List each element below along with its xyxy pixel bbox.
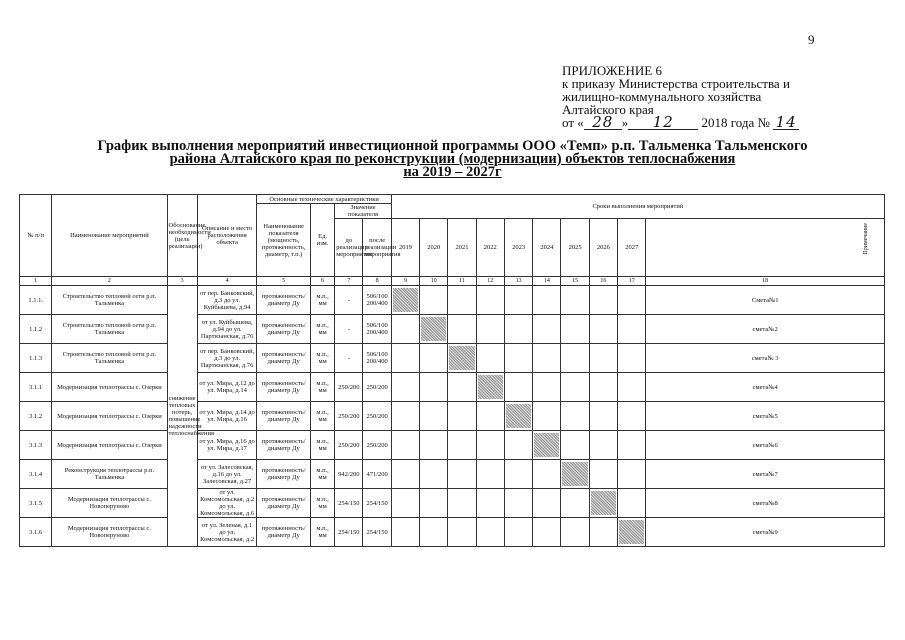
row-number: 3.1.3 [20, 431, 52, 460]
year-cell-2025 [561, 315, 589, 344]
year-cell-2024 [533, 286, 561, 315]
row-location: от ул. Комсомольская, д.2 до ул. Комсомольская, д.6 [197, 489, 257, 518]
column-number: 2 [52, 277, 167, 286]
appendix-line-2: к приказу Министерства строительства и [562, 76, 790, 91]
column-number: 4 [197, 277, 257, 286]
year-cell-2027 [618, 315, 646, 344]
date-prefix: от « [562, 115, 584, 130]
header-terms-group: Сроки выполнения мероприятий [391, 195, 884, 219]
year-cell-2022 [476, 286, 504, 315]
order-number: 14 [773, 116, 799, 130]
row-justification: снижение тепловых потерь, повышение надежности теплоснабжения [167, 286, 197, 547]
row-indicator: протяженность/ диаметр Ду [257, 518, 311, 547]
row-number: 1.1.1. [20, 286, 52, 315]
row-name: Модернизация теплотрассы с. Новоперуново [52, 489, 167, 518]
row-after: 250/200 [363, 373, 391, 402]
document-title [0, 140, 905, 179]
year-cell-2025 [561, 344, 589, 373]
column-number: 6 [310, 277, 334, 286]
year-cell-2020 [420, 431, 448, 460]
schedule-mark [449, 346, 474, 370]
header-year-2022: 2022 [476, 219, 504, 277]
year-cell-2024 [533, 431, 561, 460]
row-indicator: протяженность/ диаметр Ду [257, 344, 311, 373]
year-cell-2022 [476, 431, 504, 460]
header-unit: Ед. изм. [310, 204, 334, 277]
year-cell-2020 [420, 518, 448, 547]
year-cell-2021 [448, 460, 476, 489]
row-before: - [335, 315, 363, 344]
row-location: от ул. Мира, д.12 до ул. Мира, д.14 [197, 373, 257, 402]
column-number: 16 [589, 277, 617, 286]
schedule-mark [506, 404, 531, 428]
row-name: Модернизация теплотрассы с. Озерки [52, 402, 167, 431]
row-name: Модернизация теплотрассы с. Новоперуново [52, 518, 167, 547]
row-location: от ул. Куйбышева, д.94 до ул. Партизанская, д.76 [197, 315, 257, 344]
year-cell-2027 [618, 431, 646, 460]
year-cell-2021 [448, 431, 476, 460]
year-cell-2019 [391, 315, 419, 344]
header-note [646, 219, 885, 277]
year-cell-2019 [391, 460, 419, 489]
year-cell-2021 [448, 315, 476, 344]
column-number: 1 [20, 277, 52, 286]
year-cell-2020 [420, 315, 448, 344]
row-before: 250/200 [335, 373, 363, 402]
header-year-2024: 2024 [533, 219, 561, 277]
year-cell-2025 [561, 489, 589, 518]
year-cell-2021 [448, 373, 476, 402]
row-location: от ул. Мира, д.14 до ул. Мира, д.16 [197, 402, 257, 431]
date-quote: » [621, 115, 629, 130]
row-unit: м.п., мм [310, 489, 334, 518]
row-after: 250/200 [363, 431, 391, 460]
row-indicator: протяженность/ диаметр Ду [257, 286, 311, 315]
row-note: смета№8 [646, 489, 885, 518]
row-location: от пер. Банковский, д.3 до ул. Куйбышева, д.94 [197, 286, 257, 315]
row-indicator: протяженность/ диаметр Ду [257, 431, 311, 460]
year-cell-2024 [533, 489, 561, 518]
table-row [20, 402, 885, 431]
row-location: от ул. Залесовская, д.16 до ул. Залесовская, д.27 [197, 460, 257, 489]
table-row [20, 460, 885, 489]
row-indicator: протяженность/ диаметр Ду [257, 373, 311, 402]
row-before: 254/150 [335, 489, 363, 518]
column-number: 10 [420, 277, 448, 286]
year-cell-2027 [618, 344, 646, 373]
row-note: смета№6 [646, 431, 885, 460]
year-cell-2019 [391, 518, 419, 547]
row-unit: м.п., мм [310, 344, 334, 373]
date-year: 2018 года № [701, 115, 770, 130]
year-cell-2023 [504, 518, 532, 547]
year-cell-2023 [504, 460, 532, 489]
table-row [20, 344, 885, 373]
row-after: 250/200 [363, 402, 391, 431]
year-cell-2026 [589, 518, 617, 547]
year-cell-2024 [533, 460, 561, 489]
schedule-table [19, 194, 885, 547]
row-unit: м.п., мм [310, 373, 334, 402]
year-cell-2023 [504, 315, 532, 344]
column-number: 8 [363, 277, 391, 286]
appendix-line-4: Алтайского края [562, 102, 654, 117]
row-number: 3.1.2 [20, 402, 52, 431]
year-cell-2026 [589, 489, 617, 518]
year-cell-2020 [420, 460, 448, 489]
row-name: Модернизация теплотрассы с. Озерки [52, 373, 167, 402]
row-unit: м.п., мм [310, 402, 334, 431]
year-cell-2025 [561, 431, 589, 460]
column-number: 18 [646, 277, 885, 286]
column-number: 13 [504, 277, 532, 286]
header-location: Описание и место расположения объекта [197, 195, 257, 277]
row-number: 1.1.2 [20, 315, 52, 344]
year-cell-2026 [589, 402, 617, 431]
appendix-block [562, 64, 799, 130]
title-line-1: График выполнения мероприятий инвестиционной программы ООО «Темп» р.п. Тальменка Тальменского [97, 138, 808, 154]
year-cell-2024 [533, 315, 561, 344]
year-cell-2026 [589, 460, 617, 489]
year-cell-2026 [589, 286, 617, 315]
column-number: 14 [533, 277, 561, 286]
year-cell-2023 [504, 489, 532, 518]
year-cell-2023 [504, 402, 532, 431]
column-number: 15 [561, 277, 589, 286]
row-unit: м.п., мм [310, 286, 334, 315]
header-year-2026: 2026 [589, 219, 617, 277]
row-location: от ул. Зеленая, д.1 до ул. Комсомольская, д.2 [197, 518, 257, 547]
header-year-2021: 2021 [448, 219, 476, 277]
row-unit: м.п., мм [310, 460, 334, 489]
column-number: 17 [618, 277, 646, 286]
table-row [20, 431, 885, 460]
row-number: 3.1.6 [20, 518, 52, 547]
year-cell-2027 [618, 460, 646, 489]
title-line-3: на 2019 – 2027г [403, 164, 502, 180]
year-cell-2022 [476, 518, 504, 547]
row-note: смета№5 [646, 402, 885, 431]
column-number: 3 [167, 277, 197, 286]
row-note: смета№ 3 [646, 344, 885, 373]
year-cell-2025 [561, 373, 589, 402]
year-cell-2023 [504, 431, 532, 460]
header-value-group: Значение показателя [335, 204, 392, 219]
year-cell-2022 [476, 489, 504, 518]
header-justification: Обоснование необходимости (цель реализации) [167, 195, 197, 277]
year-cell-2025 [561, 286, 589, 315]
header-num: № п/п [20, 195, 52, 277]
year-cell-2026 [589, 431, 617, 460]
row-after: 506/100 200/400 [363, 315, 391, 344]
year-cell-2022 [476, 460, 504, 489]
row-before: 250/200 [335, 431, 363, 460]
row-number: 3.1.4 [20, 460, 52, 489]
schedule-mark [393, 288, 418, 312]
row-note: Смета№1 [646, 286, 885, 315]
header-note-label: Примечание [863, 223, 869, 255]
year-cell-2023 [504, 286, 532, 315]
year-cell-2021 [448, 489, 476, 518]
row-before: 942/200 [335, 460, 363, 489]
appendix-date-line [562, 113, 799, 131]
year-cell-2026 [589, 344, 617, 373]
row-number: 3.1.5 [20, 489, 52, 518]
year-cell-2024 [533, 344, 561, 373]
page-number: 9 [808, 32, 815, 47]
row-note: смета№7 [646, 460, 885, 489]
row-before: - [335, 286, 363, 315]
year-cell-2025 [561, 402, 589, 431]
date-month: 12 [628, 116, 698, 130]
year-cell-2024 [533, 373, 561, 402]
year-cell-2019 [391, 373, 419, 402]
row-name: Строительство тепловой сети р.п. Тальменка [52, 344, 167, 373]
row-indicator: протяженность/ диаметр Ду [257, 489, 311, 518]
header-tech-group: Основные технические характеристики [257, 195, 391, 204]
header-year-2019: 2019 [391, 219, 419, 277]
row-number: 1.1.3 [20, 344, 52, 373]
row-note: смета№4 [646, 373, 885, 402]
schedule-mark [478, 375, 503, 399]
header-indicator: Наименование показателя (мощность, протяженность, диаметр, т.п.) [257, 204, 311, 277]
row-location: от пер. Банковский, д.3 до ул. Партизанская, д.76 [197, 344, 257, 373]
row-after: 506/100 200/400 [363, 344, 391, 373]
row-indicator: протяженность/ диаметр Ду [257, 315, 311, 344]
row-name: Реконструкция теплотрассы р.п. Тальменка [52, 460, 167, 489]
row-note: смета№9 [646, 518, 885, 547]
column-number: 7 [335, 277, 363, 286]
year-cell-2019 [391, 402, 419, 431]
column-number: 11 [448, 277, 476, 286]
header-year-2025: 2025 [561, 219, 589, 277]
year-cell-2023 [504, 373, 532, 402]
row-note: смета№2 [646, 315, 885, 344]
year-cell-2027 [618, 402, 646, 431]
year-cell-2022 [476, 315, 504, 344]
year-cell-2020 [420, 402, 448, 431]
row-name: Строительство тепловой сети р.п. Тальменка [52, 315, 167, 344]
year-cell-2022 [476, 402, 504, 431]
row-after: 254/150 [363, 489, 391, 518]
table-row [20, 518, 885, 547]
row-unit: м.п., мм [310, 518, 334, 547]
column-number: 12 [476, 277, 504, 286]
header-name: Наименование мероприятий [52, 195, 167, 277]
column-number: 5 [257, 277, 311, 286]
column-number: 9 [391, 277, 419, 286]
year-cell-2020 [420, 373, 448, 402]
year-cell-2026 [589, 315, 617, 344]
year-cell-2022 [476, 373, 504, 402]
year-cell-2025 [561, 460, 589, 489]
year-cell-2021 [448, 518, 476, 547]
year-cell-2025 [561, 518, 589, 547]
date-day: 28 [584, 116, 622, 130]
year-cell-2027 [618, 489, 646, 518]
row-number: 3.1.1 [20, 373, 52, 402]
year-cell-2027 [618, 286, 646, 315]
year-cell-2019 [391, 286, 419, 315]
table-row [20, 286, 885, 315]
year-cell-2020 [420, 489, 448, 518]
header-year-2023: 2023 [504, 219, 532, 277]
year-cell-2020 [420, 344, 448, 373]
row-before: - [335, 344, 363, 373]
header-before: до реализации мероприятия [335, 219, 363, 277]
row-before: 250/200 [335, 402, 363, 431]
year-cell-2021 [448, 344, 476, 373]
year-cell-2019 [391, 344, 419, 373]
year-cell-2021 [448, 286, 476, 315]
year-cell-2019 [391, 431, 419, 460]
schedule-mark [591, 491, 616, 515]
row-after: 471/200 [363, 460, 391, 489]
schedule-mark [619, 520, 644, 544]
appendix-title: ПРИЛОЖЕНИЕ 6 [562, 63, 662, 78]
year-cell-2027 [618, 373, 646, 402]
year-cell-2023 [504, 344, 532, 373]
row-location: от ул. Мира, д.16 до ул. Мира, д.17 [197, 431, 257, 460]
header-year-2027: 2027 [618, 219, 646, 277]
year-cell-2021 [448, 402, 476, 431]
header-after: после реализации мероприятия [363, 219, 391, 277]
header-year-2020: 2020 [420, 219, 448, 277]
year-cell-2022 [476, 344, 504, 373]
year-cell-2019 [391, 489, 419, 518]
row-after: 254/150 [363, 518, 391, 547]
year-cell-2026 [589, 373, 617, 402]
year-cell-2020 [420, 286, 448, 315]
row-indicator: протяженность/ диаметр Ду [257, 402, 311, 431]
row-unit: м.п., мм [310, 315, 334, 344]
row-unit: м.п., мм [310, 431, 334, 460]
row-before: 254/150 [335, 518, 363, 547]
row-indicator: протяженность/ диаметр Ду [257, 460, 311, 489]
appendix-line-3: жилищно-коммунального хозяйства [562, 89, 762, 104]
schedule-mark [421, 317, 446, 341]
table-row [20, 373, 885, 402]
table-row [20, 315, 885, 344]
row-name: Модернизация теплотрассы с. Озерки [52, 431, 167, 460]
row-name: Строительство тепловой сети р.п. Тальменка [52, 286, 167, 315]
schedule-mark [562, 462, 587, 486]
row-after: 506/100 200/400 [363, 286, 391, 315]
title-line-2: района Алтайского края по реконструкции (модернизации) объектов теплоснабжения [169, 151, 736, 167]
year-cell-2024 [533, 402, 561, 431]
schedule-mark [534, 433, 559, 457]
year-cell-2024 [533, 518, 561, 547]
table-row [20, 489, 885, 518]
year-cell-2027 [618, 518, 646, 547]
